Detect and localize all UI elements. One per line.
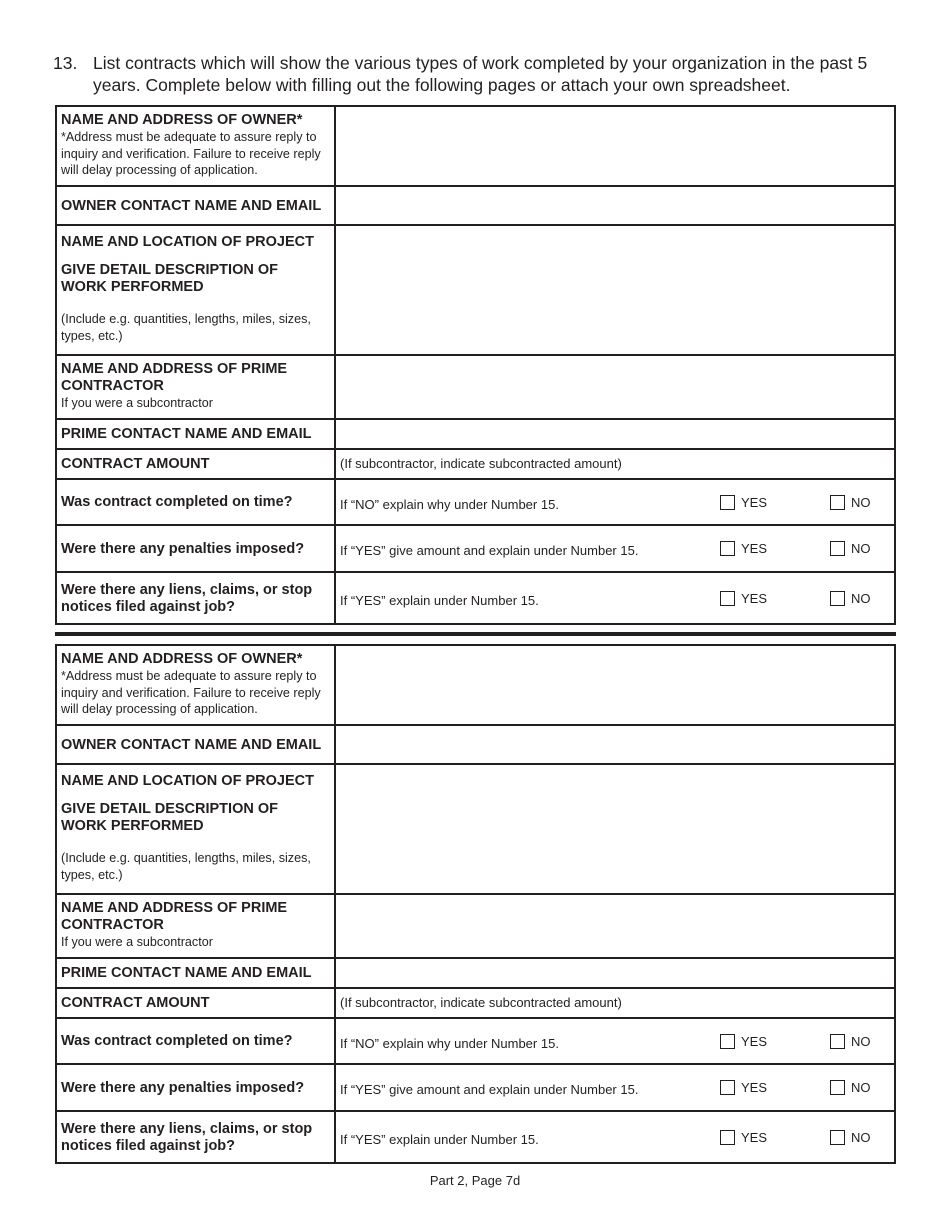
prime-contractor-label: NAME AND ADDRESS OF PRIME CONTRACTOR If you were a subcontractor (56, 894, 335, 958)
penalties-label: Were there any penalties imposed? (56, 1064, 335, 1111)
prime-contact-label: PRIME CONTACT NAME AND EMAIL (56, 419, 335, 449)
owner-contact-field[interactable] (335, 186, 895, 225)
checkbox-icon (830, 495, 845, 510)
liens-no-checkbox[interactable]: NO (830, 591, 871, 606)
liens-yes-checkbox[interactable]: YES (720, 1130, 767, 1145)
penalties-no-checkbox[interactable]: NO (830, 541, 871, 556)
prime-contractor-field[interactable] (335, 894, 895, 958)
owner-name-address-field[interactable] (335, 106, 895, 186)
project-description-field[interactable] (335, 225, 895, 355)
prime-contractor-label: NAME AND ADDRESS OF PRIME CONTRACTOR If you were a subcontractor (56, 355, 335, 419)
contract-amount-field[interactable]: (If subcontractor, indicate subcontracted amount) (335, 449, 895, 479)
penalties-yes-checkbox[interactable]: YES (720, 541, 767, 556)
owner-label: NAME AND ADDRESS OF OWNER* *Address must be adequate to assure reply to inquiry and verification. Failure to receive reply will delay processing of application. (56, 106, 335, 186)
liens-no-checkbox[interactable]: NO (830, 1130, 871, 1145)
page-footer: Part 2, Page 7d (429, 1173, 521, 1188)
on-time-yes-checkbox[interactable]: YES (720, 495, 767, 510)
checkbox-icon (720, 1080, 735, 1095)
checkbox-icon (720, 591, 735, 606)
checkbox-icon (720, 495, 735, 510)
prime-contact-label: PRIME CONTACT NAME AND EMAIL (56, 958, 335, 988)
penalties-label: Were there any penalties imposed? (56, 525, 335, 572)
question-text: List contracts which will show the various types of work completed by your organization in the past 5 years. Complete below with filling out the following pages or attach your own spreadsheet. (93, 53, 868, 95)
owner-contact-label: OWNER CONTACT NAME AND EMAIL (56, 725, 335, 764)
penalties-yes-checkbox[interactable]: YES (720, 1080, 767, 1095)
owner-label: NAME AND ADDRESS OF OWNER* *Address must be adequate to assure reply to inquiry and verification. Failure to receive reply will delay processing of application. (56, 645, 335, 725)
contract-block-2 (55, 644, 896, 1164)
contract-amount-label: CONTRACT AMOUNT (56, 449, 335, 479)
liens-yes-checkbox[interactable]: YES (720, 591, 767, 606)
on-time-label: Was contract completed on time? (56, 479, 335, 525)
on-time-no-checkbox[interactable]: NO (830, 495, 871, 510)
penalties-answer: If “YES” give amount and explain under Number 15. YES NO (335, 525, 895, 572)
project-description-field[interactable] (335, 764, 895, 894)
project-label: NAME AND LOCATION OF PROJECT GIVE DETAIL DESCRIPTION OF WORK PERFORMED (Include e.g. quantities, lengths, miles, sizes, types, etc.) (56, 764, 335, 894)
checkbox-icon (830, 541, 845, 556)
checkbox-icon (830, 591, 845, 606)
checkbox-icon (720, 1130, 735, 1145)
contract-amount-label: CONTRACT AMOUNT (56, 988, 335, 1018)
question-number: 13. (53, 53, 78, 73)
checkbox-icon (830, 1080, 845, 1095)
liens-label: Were there any liens, claims, or stop notices filed against job? (56, 572, 335, 624)
on-time-no-checkbox[interactable]: NO (830, 1034, 871, 1049)
owner-contact-field[interactable] (335, 725, 895, 764)
checkbox-icon (830, 1130, 845, 1145)
checkbox-icon (720, 1034, 735, 1049)
liens-label: Were there any liens, claims, or stop notices filed against job? (56, 1111, 335, 1163)
on-time-label: Was contract completed on time? (56, 1018, 335, 1064)
penalties-answer: If “YES” give amount and explain under Number 15. YES NO (335, 1064, 895, 1111)
checkbox-icon (830, 1034, 845, 1049)
checkbox-icon (720, 541, 735, 556)
liens-answer: If “YES” explain under Number 15. YES NO (335, 1111, 895, 1163)
project-label: NAME AND LOCATION OF PROJECT GIVE DETAIL DESCRIPTION OF WORK PERFORMED (Include e.g. quantities, lengths, miles, sizes, types, etc.) (56, 225, 335, 355)
on-time-answer: If “NO” explain why under Number 15. YES NO (335, 1018, 895, 1064)
on-time-answer: If “NO” explain why under Number 15. YES NO (335, 479, 895, 525)
liens-answer: If “YES” explain under Number 15. YES NO (335, 572, 895, 624)
on-time-yes-checkbox[interactable]: YES (720, 1034, 767, 1049)
prime-contact-field[interactable] (335, 419, 895, 449)
contract-block-1 (55, 105, 896, 625)
owner-name-address-field[interactable] (335, 645, 895, 725)
prime-contact-field[interactable] (335, 958, 895, 988)
owner-contact-label: OWNER CONTACT NAME AND EMAIL (56, 186, 335, 225)
prime-contractor-field[interactable] (335, 355, 895, 419)
section-divider (55, 632, 896, 636)
penalties-no-checkbox[interactable]: NO (830, 1080, 871, 1095)
contract-amount-field[interactable]: (If subcontractor, indicate subcontracted amount) (335, 988, 895, 1018)
